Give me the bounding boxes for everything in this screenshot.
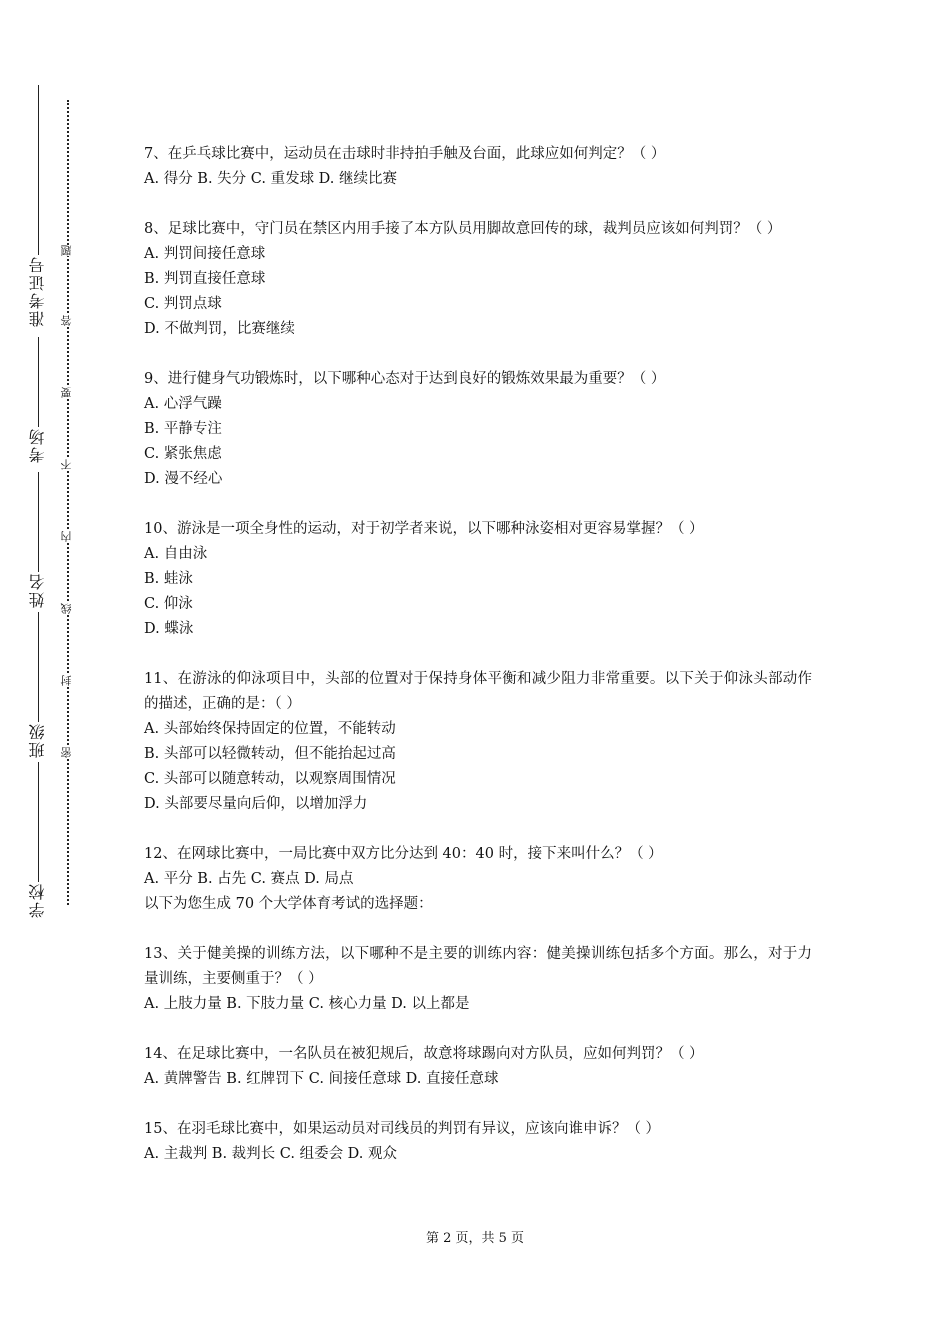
- class-label: 班级: [28, 722, 47, 758]
- name-field: [18, 472, 58, 608]
- question-options: A. 上肢力量 B. 下肢力量 C. 核心力量 D. 以上都是: [144, 996, 470, 1012]
- option-a: A. 判罚间接任意球: [144, 246, 266, 262]
- page-footer: 第 2 页，共 5 页: [425, 1231, 525, 1246]
- seal-word: 密: [60, 747, 76, 758]
- question-13: [144, 942, 812, 1017]
- option-a: A. 心浮气躁: [144, 396, 222, 412]
- option-c: C. 紧张焦虑: [144, 446, 222, 462]
- seal-word: 答: [60, 315, 76, 326]
- option-b: B. 判罚直接任意球: [144, 271, 266, 287]
- seal-word: 要: [60, 387, 76, 398]
- question-11: [144, 667, 812, 817]
- question-8: [144, 217, 812, 342]
- question-list: [144, 142, 812, 1192]
- option-d: D. 蝶泳: [144, 621, 194, 637]
- name-label: 姓名: [28, 572, 47, 608]
- question-options: A. 黄牌警告 B. 红牌罚下 C. 间接任意球 D. 直接任意球: [144, 1071, 499, 1087]
- question-10: [144, 517, 812, 642]
- option-c: C. 仰泳: [144, 596, 193, 612]
- school-field: [18, 762, 58, 918]
- option-b: B. 头部可以轻微转动，但不能抬起过高: [144, 746, 396, 762]
- exam-number-line: [38, 85, 39, 255]
- option-c: C. 判罚点球: [144, 296, 222, 312]
- binding-margin: [18, 85, 78, 930]
- exam-number-field: [18, 85, 58, 327]
- question-stem: 13、关于健美操的训练方法，以下哪种不是主要的训练内容：健美操训练包括多个方面。那么，对于力量训练，主要侧重于？（ ）: [144, 946, 812, 987]
- exam-room-field: [18, 337, 58, 463]
- seal-word: 内: [60, 531, 76, 542]
- question-stem: 10、游泳是一项全身性的运动，对于初学者来说，以下哪种泳姿相对更容易掌握？（ ）: [144, 521, 704, 537]
- question-stem: 15、在羽毛球比赛中，如果运动员对司线员的判罚有异议，应该向谁申诉？（ ）: [144, 1121, 661, 1137]
- option-d: D. 头部要尽量向后仰，以增加浮力: [144, 796, 368, 812]
- question-stem: 8、足球比赛中，守门员在禁区内用手接了本方队员用脚故意回传的球，裁判员应该如何判罚？（ ）: [144, 221, 782, 237]
- seal-word: 题: [60, 245, 76, 256]
- seal-dotted-line: [67, 100, 69, 905]
- option-a: A. 自由泳: [144, 546, 208, 562]
- question-options: A. 主裁判 B. 裁判长 C. 组委会 D. 观众: [144, 1146, 398, 1162]
- question-stem: 14、在足球比赛中，一名队员在被犯规后，故意将球踢向对方队员，应如何判罚？（ ）: [144, 1046, 704, 1062]
- question-14: [144, 1042, 812, 1092]
- question-options: A. 得分 B. 失分 C. 重发球 D. 继续比赛: [144, 171, 398, 187]
- question-12: [144, 842, 812, 917]
- seal-word: 线: [60, 603, 76, 614]
- question-7: [144, 142, 812, 192]
- class-line: [38, 612, 39, 722]
- question-stem: 11、在游泳的仰泳项目中，头部的位置对于保持身体平衡和减少阻力非常重要。以下关于仰泳头部动作的描述，正确的是：（ ）: [144, 671, 812, 712]
- seal-word: 封: [60, 675, 76, 686]
- exam-room-line: [38, 337, 39, 427]
- option-b: B. 蛙泳: [144, 571, 193, 587]
- question-stem: 12、在网球比赛中，一局比赛中双方比分达到 40：40 时，接下来叫什么？（ ）: [144, 846, 663, 862]
- question-stem: 7、在乒乓球比赛中，运动员在击球时非持拍手触及台面，此球应如何判定？（ ）: [144, 146, 666, 162]
- question-9: [144, 367, 812, 492]
- option-b: B. 平静专注: [144, 421, 222, 437]
- option-d: D. 不做判罚，比赛继续: [144, 321, 295, 337]
- option-a: A. 头部始终保持固定的位置，不能转动: [144, 721, 396, 737]
- name-line: [38, 472, 39, 572]
- seal-word: 不: [60, 459, 76, 470]
- option-c: C. 头部可以随意转动，以观察周围情况: [144, 771, 396, 787]
- question-options: A. 平分 B. 占先 C. 赛点 D. 局点: [144, 871, 354, 887]
- exam-room-label: 考场: [28, 427, 47, 463]
- option-d: D. 漫不经心: [144, 471, 223, 487]
- generated-note: 以下为您生成 70 个大学体育考试的选择题：: [144, 896, 433, 912]
- exam-number-label: 准考证号: [28, 255, 47, 327]
- class-field: [18, 612, 58, 758]
- school-label: 学校: [28, 882, 47, 918]
- question-15: [144, 1117, 812, 1167]
- school-line: [38, 762, 39, 882]
- question-stem: 9、进行健身气功锻炼时，以下哪种心态对于达到良好的锻炼效果最为重要？（ ）: [144, 371, 666, 387]
